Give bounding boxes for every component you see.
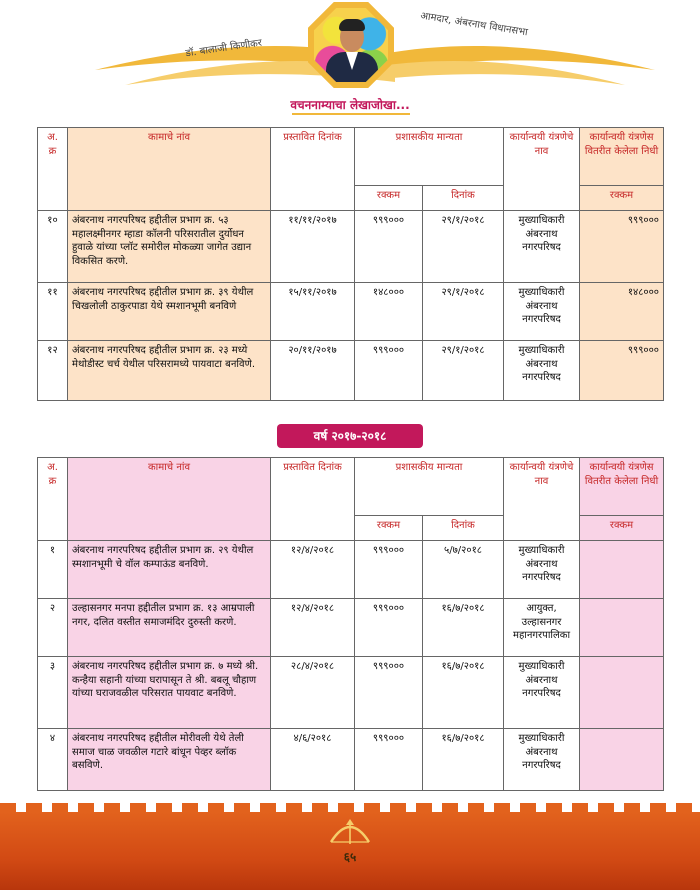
page-number: ६५ [343, 850, 357, 864]
row-sr: ४ [38, 729, 68, 791]
row-approval-date: १६/७/२०१८ [423, 657, 504, 729]
row-work: अंबरनाथ नगरपरिषद हद्दीतील मोरीवली येथे तेली समाज चाळ जवळील गटारे बांधून पेव्हर ब्लॉक बसविणे. [68, 729, 271, 791]
col-header-date: दिनांक [423, 186, 504, 211]
row-proposed-date: २८/४/२०१८ [271, 657, 355, 729]
row-approval-date: २९/१/२०१८ [423, 283, 504, 341]
table-row [38, 211, 664, 283]
row-amount: ९९९००० [355, 729, 423, 791]
col-header-funds: कार्यान्वयी यंत्रणेस वितरीत केलेला निधी [580, 128, 664, 186]
row-sr: १ [38, 541, 68, 599]
col-header-amount: रक्कम [355, 186, 423, 211]
row-funds: १४८००० [580, 283, 664, 341]
row-amount: ९९९००० [355, 541, 423, 599]
row-proposed-date: १२/४/२०१८ [271, 541, 355, 599]
col-header-sr: अ. क्र [38, 128, 68, 211]
row-proposed-date: १२/४/२०१८ [271, 599, 355, 657]
mla-name: डॉ. बालाजी किणीकर [184, 37, 263, 60]
col-header-date: दिनांक [423, 516, 504, 541]
row-agency: मुख्याधिकारी अंबरनाथ नगरपरिषद [504, 341, 580, 401]
row-amount: ९९९००० [355, 657, 423, 729]
table-row [38, 283, 664, 341]
row-agency: मुख्याधिकारी अंबरनाथ नगरपरिषद [504, 211, 580, 283]
row-funds [580, 657, 664, 729]
row-agency: मुख्याधिकारी अंबरनाथ नगरपरिषद [504, 657, 580, 729]
bow-and-arrow-icon [327, 818, 373, 846]
page-header [0, 0, 700, 120]
row-amount: ९९९००० [355, 599, 423, 657]
row-approval-date: १६/७/२०१८ [423, 729, 504, 791]
tagline: वचननाम्याचा लेखाजोखा... [290, 98, 410, 112]
row-proposed-date: ११/११/२०१७ [271, 211, 355, 283]
row-approval-date: १६/७/२०१८ [423, 599, 504, 657]
row-sr: २ [38, 599, 68, 657]
table-row [38, 541, 664, 599]
row-approval-date: ५/७/२०१८ [423, 541, 504, 599]
row-sr: १२ [38, 341, 68, 401]
row-work: अंबरनाथ नगरपरिषद हद्दीतील प्रभाग क्र. २३ मध्ये मेथोडीस्ट चर्च येथील परिसरामध्ये पायवाटा बनविणे. [68, 341, 271, 401]
row-agency: मुख्याधिकारी अंबरनाथ नगरपरिषद [504, 729, 580, 791]
tagline-underline [292, 113, 410, 115]
table-row [38, 599, 664, 657]
works-table-1 [37, 127, 664, 401]
row-amount: १४८००० [355, 283, 423, 341]
right-ornament [355, 30, 655, 90]
row-funds [580, 541, 664, 599]
row-approval-date: २९/१/२०१८ [423, 341, 504, 401]
row-funds [580, 599, 664, 657]
col-header-agency: कार्यान्वयी यंत्रणेचे नाव [504, 458, 580, 541]
table-row [38, 341, 664, 401]
row-work: अंबरनाथ नगरपरिषद हद्दीतील प्रभाग क्र. ३९ येथील चिखलोली ठाकुरपाडा येथे स्मशानभूमी बनविणे [68, 283, 271, 341]
row-work: अंबरनाथ नगरपरिषद हद्दीतील प्रभाग क्र. ७ मध्ये श्री. कन्हैया सहानी यांच्या घरापासून ते श्री. बबलू चौहाण यांच्या घराजवळील परिसरात पायवाट बनविणे. [68, 657, 271, 729]
row-sr: ११ [38, 283, 68, 341]
col-header-work-name: कामाचे नांव [68, 458, 271, 541]
row-proposed-date: १५/११/२०१७ [271, 283, 355, 341]
row-work: अंबरनाथ नगरपरिषद हद्दीतील प्रभाग क्र. २९ येथील स्मशानभूमी चे वॉल कम्पाऊंड बनविणे. [68, 541, 271, 599]
year-badge: वर्ष २०१७-२०१८ [277, 424, 423, 448]
col-header-agency: कार्यान्वयी यंत्रणेचे नाव [504, 128, 580, 211]
row-agency: मुख्याधिकारी अंबरनाथ नगरपरिषद [504, 541, 580, 599]
row-amount: ९९९००० [355, 211, 423, 283]
row-funds: ९९९००० [580, 211, 664, 283]
col-header-proposed-date: प्रस्तावित दिनांक [271, 458, 355, 541]
row-proposed-date: ४/६/२०१८ [271, 729, 355, 791]
works-table-2 [37, 457, 664, 791]
row-funds [580, 729, 664, 791]
row-sr: ३ [38, 657, 68, 729]
col-header-amount: रक्कम [355, 516, 423, 541]
mla-designation: आमदार, अंबरनाथ विधानसभा [419, 10, 529, 39]
row-proposed-date: २०/११/२०१७ [271, 341, 355, 401]
row-work: अंबरनाथ नगरपरिषद हद्दीतील प्रभाग क्र. ५३ महालक्ष्मीनगर म्हाडा कॉलनी परिसरातील दुर्योधन हुवाळे यांच्या प्लॉट समोरील मोकळ्या जागेत उद्यान विकसित करणे. [68, 211, 271, 283]
col-header-admin-approval: प्रशासकीय मान्यता [355, 458, 504, 516]
row-agency: आयुक्त, उल्हासनगर महानगरपालिका [504, 599, 580, 657]
table-row [38, 729, 664, 791]
row-sr: १० [38, 211, 68, 283]
col-header-funds: कार्यान्वयी यंत्रणेस वितरीत केलेला निधी [580, 458, 664, 516]
table-row [38, 657, 664, 729]
col-header-work-name: कामाचे नांव [68, 128, 271, 211]
row-agency: मुख्याधिकारी अंबरनाथ नगरपरिषद [504, 283, 580, 341]
row-work: उल्हासनगर मनपा हद्दीतील प्रभाग क्र. १३ आम्रपाली नगर, दलित वस्तीत समाजमंदिर दुरुस्ती करणे. [68, 599, 271, 657]
col-header-admin-approval: प्रशासकीय मान्यता [355, 128, 504, 186]
portrait-photo [314, 8, 388, 82]
row-amount: ९९९००० [355, 341, 423, 401]
col-header-sr: अ. क्र [38, 458, 68, 541]
col-header-funds-amount: रक्कम [580, 516, 664, 541]
col-header-proposed-date: प्रस्तावित दिनांक [271, 128, 355, 211]
col-header-funds-amount: रक्कम [580, 186, 664, 211]
row-funds: ९९९००० [580, 341, 664, 401]
row-approval-date: २९/१/२०१८ [423, 211, 504, 283]
